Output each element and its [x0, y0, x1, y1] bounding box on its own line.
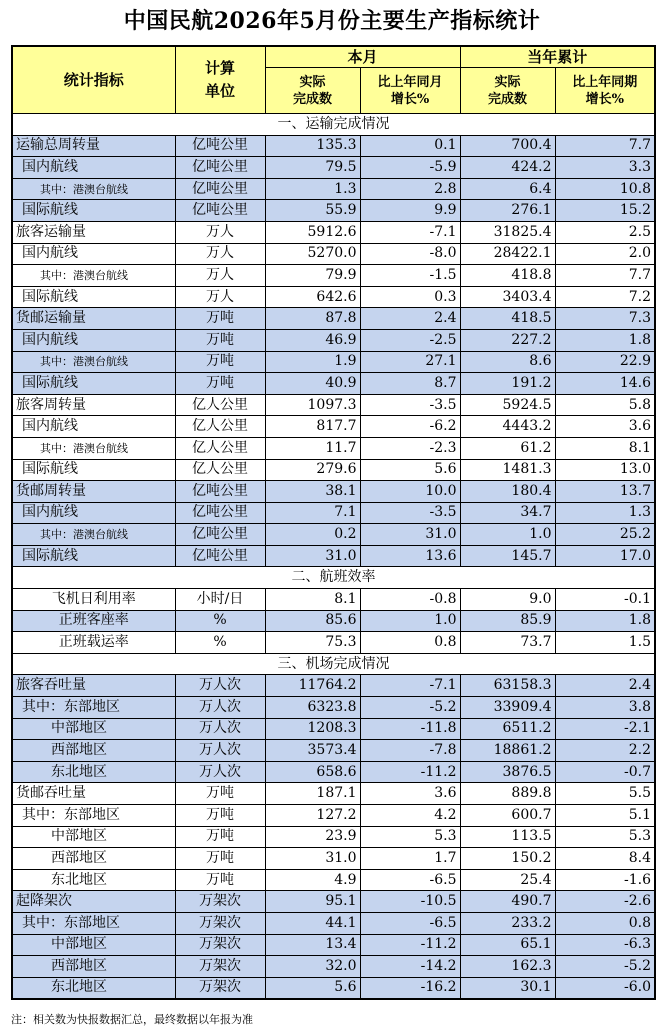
table-row: [12, 524, 655, 546]
row-ytd-pct: 1.3: [555, 502, 655, 524]
row-unit: 万人: [175, 286, 265, 308]
table-row: [12, 308, 655, 330]
row-month-value: 13.4: [265, 934, 360, 956]
row-unit: 万人次: [175, 761, 265, 783]
table-row: [12, 329, 655, 351]
row-unit: 万人次: [175, 697, 265, 719]
row-name: 其中：港澳台航线: [12, 524, 175, 546]
row-month-pct: -11.2: [360, 761, 460, 783]
row-month-value: 23.9: [265, 826, 360, 848]
row-month-pct: -6.5: [360, 912, 460, 934]
row-month-value: 658.6: [265, 761, 360, 783]
row-ytd-value: 28422.1: [460, 243, 555, 265]
row-ytd-value: 18861.2: [460, 740, 555, 762]
row-ytd-pct: 15.2: [555, 200, 655, 222]
table-row: [12, 394, 655, 416]
row-month-value: 6323.8: [265, 697, 360, 719]
row-month-pct: -6.5: [360, 869, 460, 891]
row-name: 正班客座率: [12, 610, 175, 632]
row-ytd-value: 61.2: [460, 437, 555, 459]
row-unit: 万吨: [175, 373, 265, 395]
row-month-value: 0.2: [265, 524, 360, 546]
table-row: [12, 718, 655, 740]
table-row: [12, 675, 655, 697]
row-ytd-value: 889.8: [460, 783, 555, 805]
row-month-value: 1208.3: [265, 718, 360, 740]
row-unit: 亿人公里: [175, 416, 265, 438]
row-month-pct: 0.8: [360, 632, 460, 654]
row-month-pct: -3.5: [360, 502, 460, 524]
table-row: [12, 632, 655, 654]
row-ytd-value: 4443.2: [460, 416, 555, 438]
row-month-value: 11764.2: [265, 675, 360, 697]
header-indicator: 统计指标: [12, 46, 175, 114]
row-ytd-value: 30.1: [460, 977, 555, 999]
table-row: [12, 977, 655, 999]
row-name: 东北地区: [12, 761, 175, 783]
row-month-pct: -7.1: [360, 675, 460, 697]
row-month-value: 40.9: [265, 373, 360, 395]
row-ytd-pct: 1.8: [555, 329, 655, 351]
row-name: 货邮运输量: [12, 308, 175, 330]
row-unit: 万吨: [175, 848, 265, 870]
header-ytd-actual: 实际 完成数: [460, 68, 555, 114]
row-month-value: 46.9: [265, 329, 360, 351]
row-name: 飞机日利用率: [12, 589, 175, 611]
row-unit: 万人次: [175, 718, 265, 740]
row-ytd-pct: 2.4: [555, 675, 655, 697]
row-month-pct: -7.8: [360, 740, 460, 762]
row-ytd-pct: -5.2: [555, 956, 655, 978]
row-name: 货邮吞吐量: [12, 783, 175, 805]
row-ytd-value: 180.4: [460, 481, 555, 503]
row-name: 国际航线: [12, 545, 175, 567]
row-month-value: 3573.4: [265, 740, 360, 762]
table-row: [12, 805, 655, 827]
row-ytd-pct: -6.0: [555, 977, 655, 999]
row-month-pct: -16.2: [360, 977, 460, 999]
row-name: 国际航线: [12, 200, 175, 222]
row-month-value: 8.1: [265, 589, 360, 611]
table-row: [12, 912, 655, 934]
stats-table: [11, 45, 656, 1000]
table-row: [12, 200, 655, 222]
row-unit: 亿人公里: [175, 394, 265, 416]
row-name: 国内航线: [12, 243, 175, 265]
row-ytd-pct: -2.6: [555, 891, 655, 913]
table-row: [12, 459, 655, 481]
row-name: 国内航线: [12, 157, 175, 179]
row-ytd-pct: 13.0: [555, 459, 655, 481]
row-month-value: 1.3: [265, 178, 360, 200]
row-ytd-value: 1.0: [460, 524, 555, 546]
row-unit: 万人: [175, 221, 265, 243]
row-name: 国内航线: [12, 329, 175, 351]
row-month-value: 55.9: [265, 200, 360, 222]
row-month-value: 38.1: [265, 481, 360, 503]
table-row: [12, 891, 655, 913]
row-ytd-value: 85.9: [460, 610, 555, 632]
row-name: 国内航线: [12, 416, 175, 438]
table-row: [12, 740, 655, 762]
row-unit: 万架次: [175, 977, 265, 999]
row-name: 正班载运率: [12, 632, 175, 654]
row-ytd-pct: 22.9: [555, 351, 655, 373]
row-ytd-value: 113.5: [460, 826, 555, 848]
row-ytd-pct: 5.1: [555, 805, 655, 827]
row-ytd-value: 1481.3: [460, 459, 555, 481]
table-row: [12, 783, 655, 805]
row-month-pct: 5.3: [360, 826, 460, 848]
row-name: 旅客运输量: [12, 221, 175, 243]
row-ytd-value: 34.7: [460, 502, 555, 524]
row-month-value: 44.1: [265, 912, 360, 934]
row-month-value: 31.0: [265, 848, 360, 870]
page-title: 中国民航2026年5月份主要生产指标统计: [123, 8, 541, 34]
row-month-pct: 5.6: [360, 459, 460, 481]
row-ytd-value: 276.1: [460, 200, 555, 222]
row-ytd-value: 600.7: [460, 805, 555, 827]
row-month-pct: 0.3: [360, 286, 460, 308]
row-month-pct: -2.3: [360, 437, 460, 459]
header-ytd-yoy: 比上年同期 增长%: [555, 68, 655, 114]
row-unit: 万吨: [175, 826, 265, 848]
row-month-pct: 9.9: [360, 200, 460, 222]
row-ytd-value: 6511.2: [460, 718, 555, 740]
row-name: 中部地区: [12, 934, 175, 956]
row-month-pct: -11.8: [360, 718, 460, 740]
row-name: 中部地区: [12, 826, 175, 848]
row-name: 国际航线: [12, 373, 175, 395]
row-month-value: 5270.0: [265, 243, 360, 265]
row-ytd-pct: 5.3: [555, 826, 655, 848]
row-month-pct: 8.7: [360, 373, 460, 395]
row-name: 其中：港澳台航线: [12, 265, 175, 287]
section-header: [12, 114, 655, 136]
row-name: 其中：东部地区: [12, 805, 175, 827]
row-name: 起降架次: [12, 891, 175, 913]
table-row: [12, 221, 655, 243]
row-name: 东北地区: [12, 977, 175, 999]
row-unit: 万架次: [175, 891, 265, 913]
row-name: 其中：东部地区: [12, 697, 175, 719]
row-name: 国内航线: [12, 502, 175, 524]
row-month-pct: -3.5: [360, 394, 460, 416]
row-ytd-pct: 7.7: [555, 135, 655, 157]
row-name: 中部地区: [12, 718, 175, 740]
row-unit: %: [175, 632, 265, 654]
row-ytd-pct: 2.2: [555, 740, 655, 762]
table-row: [12, 416, 655, 438]
row-ytd-value: 418.8: [460, 265, 555, 287]
row-ytd-pct: 1.8: [555, 610, 655, 632]
section-header: [12, 567, 655, 589]
row-name: 西部地区: [12, 740, 175, 762]
row-name: 国际航线: [12, 286, 175, 308]
section-title: 三、机场完成情况: [12, 653, 655, 675]
row-unit: 万架次: [175, 934, 265, 956]
row-month-pct: 13.6: [360, 545, 460, 567]
row-month-value: 135.3: [265, 135, 360, 157]
row-month-pct: 0.1: [360, 135, 460, 157]
row-name: 货邮周转量: [12, 481, 175, 503]
table-row: [12, 351, 655, 373]
row-ytd-value: 424.2: [460, 157, 555, 179]
row-unit: 万人: [175, 243, 265, 265]
section-title: 一、运输完成情况: [12, 114, 655, 136]
row-ytd-value: 6.4: [460, 178, 555, 200]
row-ytd-value: 25.4: [460, 869, 555, 891]
row-month-pct: 1.7: [360, 848, 460, 870]
row-unit: 亿吨公里: [175, 481, 265, 503]
row-month-pct: -14.2: [360, 956, 460, 978]
row-month-pct: -11.2: [360, 934, 460, 956]
row-month-value: 79.9: [265, 265, 360, 287]
row-ytd-pct: 2.0: [555, 243, 655, 265]
table-row: [12, 265, 655, 287]
row-name: 其中：港澳台航线: [12, 437, 175, 459]
row-ytd-pct: 25.2: [555, 524, 655, 546]
row-unit: %: [175, 610, 265, 632]
table-row: [12, 826, 655, 848]
row-unit: 亿吨公里: [175, 502, 265, 524]
row-month-value: 95.1: [265, 891, 360, 913]
row-ytd-value: 233.2: [460, 912, 555, 934]
row-ytd-pct: 14.6: [555, 373, 655, 395]
row-month-value: 7.1: [265, 502, 360, 524]
header-month-yoy: 比上年同月 增长%: [360, 68, 460, 114]
row-unit: 万人次: [175, 740, 265, 762]
row-name: 西部地区: [12, 956, 175, 978]
row-month-value: 11.7: [265, 437, 360, 459]
row-month-value: 279.6: [265, 459, 360, 481]
table-row: [12, 589, 655, 611]
row-month-value: 1097.3: [265, 394, 360, 416]
table-row: [12, 157, 655, 179]
row-month-pct: -10.5: [360, 891, 460, 913]
row-unit: 万吨: [175, 329, 265, 351]
row-ytd-pct: 17.0: [555, 545, 655, 567]
row-month-value: 187.1: [265, 783, 360, 805]
table-row: [12, 934, 655, 956]
header-this-month: 本月: [265, 46, 460, 68]
row-month-value: 75.3: [265, 632, 360, 654]
row-month-value: 1.9: [265, 351, 360, 373]
row-unit: 亿吨公里: [175, 178, 265, 200]
row-ytd-value: 418.5: [460, 308, 555, 330]
row-month-value: 5912.6: [265, 221, 360, 243]
row-month-value: 817.7: [265, 416, 360, 438]
row-ytd-value: 9.0: [460, 589, 555, 611]
row-ytd-value: 145.7: [460, 545, 555, 567]
row-unit: 万吨: [175, 783, 265, 805]
row-ytd-value: 490.7: [460, 891, 555, 913]
row-ytd-pct: 8.1: [555, 437, 655, 459]
row-unit: 亿吨公里: [175, 157, 265, 179]
row-name: 运输总周转量: [12, 135, 175, 157]
row-month-value: 85.6: [265, 610, 360, 632]
row-unit: 万人次: [175, 675, 265, 697]
row-ytd-pct: 3.6: [555, 416, 655, 438]
row-name: 其中：港澳台航线: [12, 178, 175, 200]
row-ytd-pct: 10.8: [555, 178, 655, 200]
row-ytd-pct: 7.7: [555, 265, 655, 287]
row-ytd-value: 227.2: [460, 329, 555, 351]
row-ytd-value: 65.1: [460, 934, 555, 956]
row-month-pct: -0.8: [360, 589, 460, 611]
row-unit: 万架次: [175, 912, 265, 934]
table-row: [12, 373, 655, 395]
table-row: [12, 437, 655, 459]
row-name: 东北地区: [12, 869, 175, 891]
footnote: 注：相关数为快报数据汇总，最终数据以年报为准: [11, 1013, 253, 1026]
row-month-value: 87.8: [265, 308, 360, 330]
row-month-value: 5.6: [265, 977, 360, 999]
row-ytd-pct: 3.3: [555, 157, 655, 179]
row-month-value: 4.9: [265, 869, 360, 891]
row-ytd-pct: -1.6: [555, 869, 655, 891]
row-month-pct: -5.9: [360, 157, 460, 179]
header-month-actual: 实际 完成数: [265, 68, 360, 114]
row-unit: 亿人公里: [175, 437, 265, 459]
row-ytd-pct: 5.8: [555, 394, 655, 416]
table-row: [12, 697, 655, 719]
row-ytd-value: 700.4: [460, 135, 555, 157]
row-month-value: 127.2: [265, 805, 360, 827]
section-title: 二、航班效率: [12, 567, 655, 589]
table-row: [12, 610, 655, 632]
table-row: [12, 545, 655, 567]
row-ytd-value: 8.6: [460, 351, 555, 373]
row-month-pct: -7.1: [360, 221, 460, 243]
table-row: [12, 178, 655, 200]
row-ytd-value: 3876.5: [460, 761, 555, 783]
row-unit: 亿人公里: [175, 459, 265, 481]
row-ytd-pct: 13.7: [555, 481, 655, 503]
row-month-value: 642.6: [265, 286, 360, 308]
row-unit: 万吨: [175, 805, 265, 827]
row-month-value: 79.5: [265, 157, 360, 179]
row-unit: 亿吨公里: [175, 545, 265, 567]
row-month-pct: 2.8: [360, 178, 460, 200]
row-month-pct: 10.0: [360, 481, 460, 503]
section-header: [12, 653, 655, 675]
row-unit: 小时/日: [175, 589, 265, 611]
row-name: 其中：东部地区: [12, 912, 175, 934]
row-ytd-value: 5924.5: [460, 394, 555, 416]
row-ytd-value: 33909.4: [460, 697, 555, 719]
row-month-pct: 3.6: [360, 783, 460, 805]
header-ytd: 当年累计: [460, 46, 655, 68]
row-month-pct: -8.0: [360, 243, 460, 265]
row-name: 旅客周转量: [12, 394, 175, 416]
row-month-pct: 1.0: [360, 610, 460, 632]
row-name: 旅客吞吐量: [12, 675, 175, 697]
row-ytd-value: 191.2: [460, 373, 555, 395]
row-ytd-pct: -6.3: [555, 934, 655, 956]
row-name: 西部地区: [12, 848, 175, 870]
row-ytd-pct: -0.7: [555, 761, 655, 783]
table-row: [12, 135, 655, 157]
row-ytd-value: 31825.4: [460, 221, 555, 243]
table-row: [12, 848, 655, 870]
row-ytd-pct: 0.8: [555, 912, 655, 934]
row-ytd-value: 162.3: [460, 956, 555, 978]
row-ytd-pct: -2.1: [555, 718, 655, 740]
row-month-pct: -1.5: [360, 265, 460, 287]
table-body: [12, 114, 655, 999]
row-name: 国际航线: [12, 459, 175, 481]
table-row: [12, 869, 655, 891]
table-row: [12, 761, 655, 783]
row-month-pct: 31.0: [360, 524, 460, 546]
row-ytd-pct: 2.5: [555, 221, 655, 243]
row-ytd-value: 3403.4: [460, 286, 555, 308]
row-month-pct: 2.4: [360, 308, 460, 330]
row-unit: 亿吨公里: [175, 200, 265, 222]
row-month-value: 32.0: [265, 956, 360, 978]
row-ytd-pct: 7.3: [555, 308, 655, 330]
table-row: [12, 502, 655, 524]
row-ytd-pct: -0.1: [555, 589, 655, 611]
row-unit: 亿吨公里: [175, 135, 265, 157]
row-month-value: 31.0: [265, 545, 360, 567]
row-unit: 万架次: [175, 956, 265, 978]
table-row: [12, 243, 655, 265]
row-month-pct: -5.2: [360, 697, 460, 719]
row-ytd-pct: 8.4: [555, 848, 655, 870]
row-unit: 万吨: [175, 351, 265, 373]
row-ytd-value: 73.7: [460, 632, 555, 654]
table-row: [12, 956, 655, 978]
row-month-pct: -6.2: [360, 416, 460, 438]
row-unit: 万吨: [175, 869, 265, 891]
row-unit: 万人: [175, 265, 265, 287]
table-row: [12, 481, 655, 503]
row-unit: 万吨: [175, 308, 265, 330]
row-month-pct: -2.5: [360, 329, 460, 351]
row-ytd-value: 150.2: [460, 848, 555, 870]
table-row: [12, 286, 655, 308]
row-month-pct: 27.1: [360, 351, 460, 373]
row-ytd-value: 63158.3: [460, 675, 555, 697]
row-ytd-pct: 1.5: [555, 632, 655, 654]
row-name: 其中：港澳台航线: [12, 351, 175, 373]
row-ytd-pct: 7.2: [555, 286, 655, 308]
row-month-pct: 4.2: [360, 805, 460, 827]
row-ytd-pct: 5.5: [555, 783, 655, 805]
table-header: [12, 46, 655, 114]
row-ytd-pct: 3.8: [555, 697, 655, 719]
row-unit: 亿吨公里: [175, 524, 265, 546]
header-unit: 计算 单位: [175, 46, 265, 114]
